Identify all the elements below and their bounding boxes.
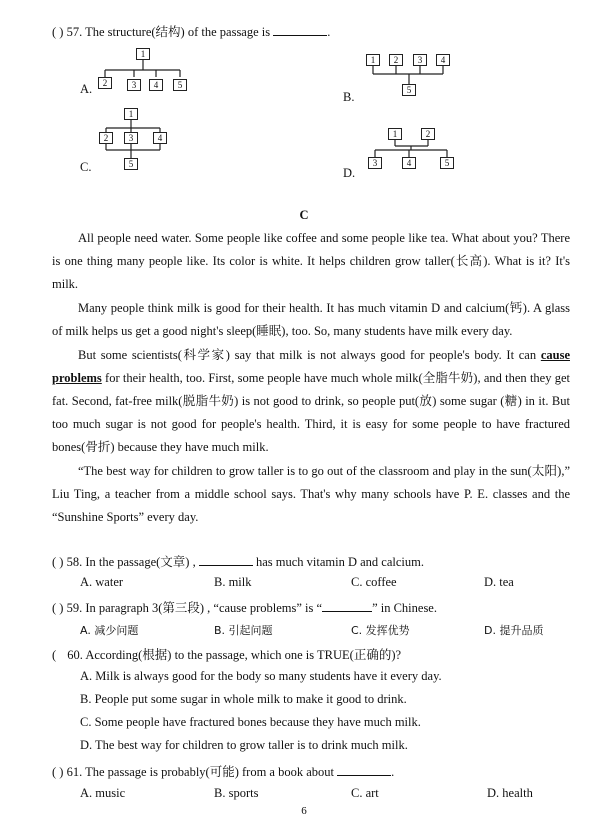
option-d[interactable]: D. The best way for children to grow taller is to drink much milk. (80, 738, 408, 752)
box-3: 3 (413, 54, 427, 66)
box-1: 1 (124, 108, 138, 120)
option-d[interactable]: D. 提升品质 (484, 624, 544, 637)
reading-passage (52, 227, 570, 529)
option-label: D. (343, 166, 356, 180)
option-a[interactable]: A. 减少问题 (80, 624, 139, 637)
page-number: 6 (301, 805, 307, 817)
paragraph-2: Many people think milk is good for their health. It has much vitamin D and calcium(钙). A glass of milk helps us get a good night's sleep(睡眠), too. So, many students have milk every day. (52, 301, 570, 338)
answer-blank[interactable] (322, 601, 372, 612)
option-b[interactable]: B. milk (214, 575, 252, 589)
box-3: 3 (368, 157, 382, 169)
box-5: 5 (124, 158, 138, 170)
option-b[interactable]: B. sports (214, 786, 259, 800)
answer-paren[interactable]: ( ) (52, 601, 64, 615)
paragraph-1: All people need water. Some people like coffee and some people like tea. What about you? There is one thing many people like. Its color is white. It helps children grow taller(长高). What is it? It's milk. (52, 231, 570, 291)
diagram-connectors (0, 0, 608, 200)
box-1: 1 (136, 48, 150, 60)
box-3: 3 (124, 132, 138, 144)
question-stem: 57. The structure(结构) of the passage is (66, 25, 274, 39)
box-4: 4 (153, 132, 167, 144)
option-c[interactable]: C. art (351, 786, 379, 800)
paragraph-3: But some scientists(科学家) say that milk is not always good for people's body. It can cause problems for their health, too. First, some people have much whole milk(全脂牛奶), and then they get fat. Second, fat-free milk(脱脂牛奶) is not good to drink, so people put(放) some sugar (糖) in it. But too much sugar is not good for people's health. Third, it is easy for some people to have fractured bones(骨折) because they have much milk. (52, 348, 570, 454)
answer-blank[interactable] (337, 765, 391, 776)
box-5: 5 (173, 79, 187, 91)
box-1: 1 (366, 54, 380, 66)
answer-paren[interactable]: ( (52, 648, 57, 662)
option-b[interactable]: B. 引起问题 (214, 624, 273, 637)
option-a[interactable]: A. music (80, 786, 126, 800)
option-b[interactable]: B. People put some sugar in whole milk to make it good to drink. (80, 692, 407, 706)
box-2: 2 (99, 132, 113, 144)
answer-paren[interactable]: ( ) (52, 765, 64, 779)
answer-blank[interactable] (199, 555, 253, 566)
box-2: 2 (421, 128, 435, 140)
question-59: ( ) 59. In paragraph 3(第三段) , “cause problems” is “ ” in Chinese. (52, 601, 437, 615)
question-61: ( ) 61. The passage is probably(可能) from a book about . (52, 765, 395, 779)
box-4: 4 (436, 54, 450, 66)
option-label: A. (80, 82, 93, 96)
answer-paren[interactable]: ( ) (52, 555, 64, 569)
box-3: 3 (127, 79, 141, 91)
option-d[interactable]: D. tea (484, 575, 514, 589)
highlighted-phrase: cause problems (52, 348, 570, 385)
box-2: 2 (389, 54, 403, 66)
box-2: 2 (98, 77, 112, 89)
question-60: ( 60. According(根据) to the passage, which one is TRUE(正确的)? (52, 648, 402, 662)
paragraph-4: “The best way for children to grow taller is to go out of the classroom and play in the sun(太阳),” Liu Ting, a teacher from a middle school says. That's why many schools have P. E. classes and the “Sunshine Sports” every day. (52, 464, 570, 524)
answer-paren[interactable]: ( ) (52, 25, 64, 39)
box-5: 5 (440, 157, 454, 169)
option-label: B. (343, 90, 355, 104)
option-c[interactable]: C. Some people have fractured bones because they have much milk. (80, 715, 421, 729)
option-c[interactable]: C. coffee (351, 575, 397, 589)
option-label: C. (80, 160, 92, 174)
box-1: 1 (388, 128, 402, 140)
option-c[interactable]: C. 发挥优势 (351, 624, 410, 637)
box-4: 4 (149, 79, 163, 91)
option-d[interactable]: D. health (487, 786, 533, 800)
option-a[interactable]: A. Milk is always good for the body so many students have it every day. (80, 669, 442, 683)
option-a[interactable]: A. water (80, 575, 124, 589)
question-57: ( ) 57. The structure(结构) of the passage is . (52, 25, 331, 39)
box-5: 5 (402, 84, 416, 96)
question-58: ( ) 58. In the passage(文章) , has much vitamin D and calcium. (52, 555, 424, 569)
box-4: 4 (402, 157, 416, 169)
section-title: C (299, 208, 309, 222)
